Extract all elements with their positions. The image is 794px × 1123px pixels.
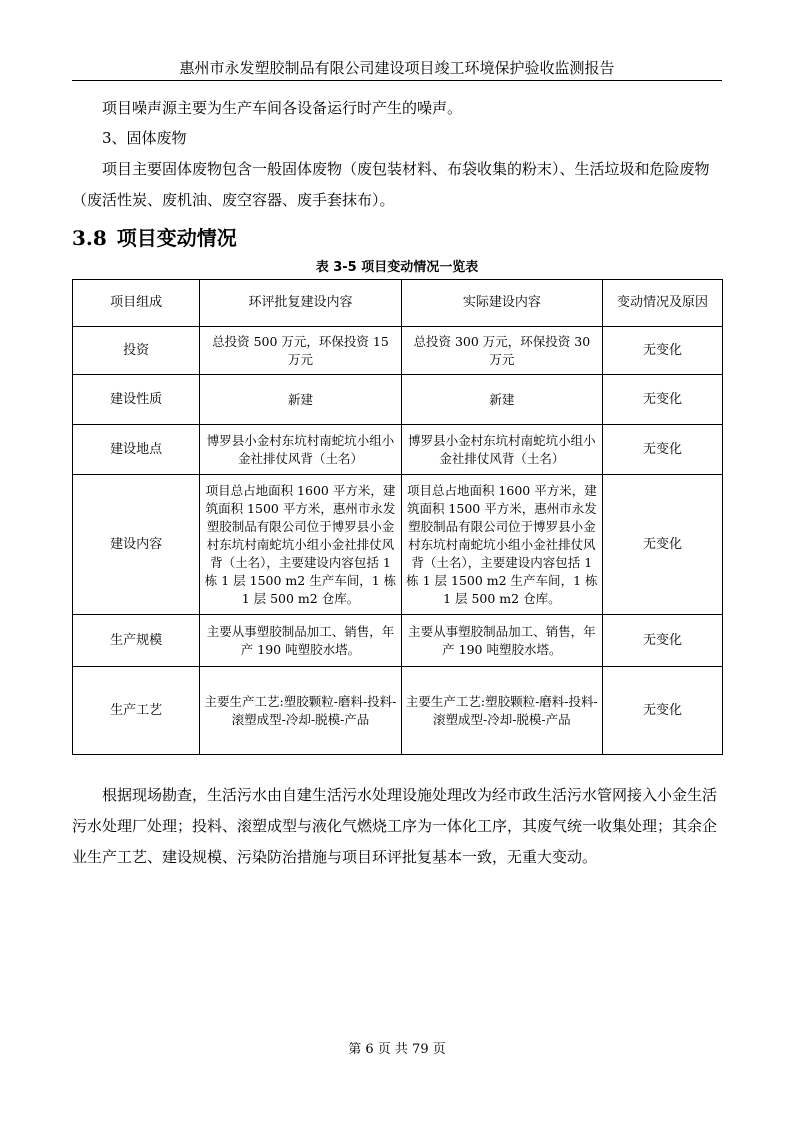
header-actual: 实际建设内容 (401, 280, 602, 327)
row-change: 无变化 (603, 475, 723, 615)
row-approved: 新建 (200, 375, 401, 425)
row-change: 无变化 (603, 375, 723, 425)
row-approved: 主要生产工艺:塑胶颗粒-磨料-投料-滚塑成型-冷却-脱模-产品 (200, 667, 401, 755)
table-row (73, 667, 723, 755)
row-item: 生产规模 (73, 615, 200, 667)
page-header: 惠州市永发塑胶制品有限公司建设项目竣工环境保护验收监测报告 (72, 58, 722, 81)
change-table (72, 279, 723, 755)
row-actual: 总投资 300 万元，环保投资 30 万元 (401, 327, 602, 375)
header-approved: 环评批复建设内容 (200, 280, 401, 327)
table-row (73, 375, 723, 425)
row-actual: 主要从事塑胶制品加工、销售，年产 190 吨塑胶水塔。 (401, 615, 602, 667)
row-change: 无变化 (603, 327, 723, 375)
row-approved: 博罗县小金村东坑村南蛇坑小组小金社排仗风背（土名） (200, 425, 401, 475)
row-actual: 项目总占地面积 1600 平方米，建筑面积 1500 平方米，惠州市永发塑胶制品有限公司位于博罗县小金村东坑村南蛇坑小组小金社排仗风背（土名），主要建设内容包括 1 栋 1 层 1500 m2 生产车间，1 栋 1 层 500 m2 仓库。 (401, 475, 602, 615)
table-row (73, 327, 723, 375)
table-row (73, 475, 723, 615)
page-number: 第 6 页 共 79 页 (348, 1042, 446, 1057)
row-actual: 博罗县小金村东坑村南蛇坑小组小金社排仗风背（土名） (401, 425, 602, 475)
section-title: 项目变动情况 (116, 226, 237, 250)
row-item: 生产工艺 (73, 667, 200, 755)
row-item: 建设内容 (73, 475, 200, 615)
section-number: 3.8 (72, 226, 107, 250)
row-item: 建设地点 (73, 425, 200, 475)
row-change: 无变化 (603, 667, 723, 755)
row-approved: 主要从事塑胶制品加工、销售，年产 190 吨塑胶水塔。 (200, 615, 401, 667)
solid-waste-heading: 3、固体废物 (102, 129, 187, 147)
solid-waste-paragraph: 项目主要固体废物包含一般固体废物（废包装材料、布袋收集的粉末）、生活垃圾和危险废物（废活性炭、废机油、废空容器、废手套抹布）。 (72, 160, 710, 209)
row-change: 无变化 (603, 615, 723, 667)
row-actual: 新建 (401, 375, 602, 425)
row-item: 投资 (73, 327, 200, 375)
row-actual: 主要生产工艺:塑胶颗粒-磨料-投料-滚塑成型-冷却-脱模-产品 (401, 667, 602, 755)
conclusion-paragraph: 根据现场勘查，生活污水由自建生活污水处理设施处理改为经市政生活污水管网接入小金生活污水处理厂处理；投料、滚塑成型与液化气燃烧工序为一体化工序，其废气统一收集处理；其余企业生产工艺、建设规模、污染防治措施与项目环评批复基本一致，无重大变动。 (72, 786, 718, 866)
noise-paragraph: 项目噪声源主要为生产车间各设备运行时产生的噪声。 (102, 99, 463, 117)
row-change: 无变化 (603, 425, 723, 475)
row-approved: 项目总占地面积 1600 平方米，建筑面积 1500 平方米，惠州市永发塑胶制品有限公司位于博罗县小金村东坑村南蛇坑小组小金社排仗风背（土名），主要建设内容包括 1 栋 1 层 1500 m2 生产车间，1 栋 1 层 500 m2 仓库。 (200, 475, 401, 615)
header-change: 变动情况及原因 (603, 280, 723, 327)
header-item: 项目组成 (73, 280, 200, 327)
table-row (73, 425, 723, 475)
table-caption: 表 3-5 项目变动情况一览表 (315, 260, 479, 275)
table-row (73, 615, 723, 667)
table-header-row (73, 280, 723, 327)
row-approved: 总投资 500 万元，环保投资 15 万元 (200, 327, 401, 375)
section-heading (72, 223, 237, 253)
row-item: 建设性质 (73, 375, 200, 425)
